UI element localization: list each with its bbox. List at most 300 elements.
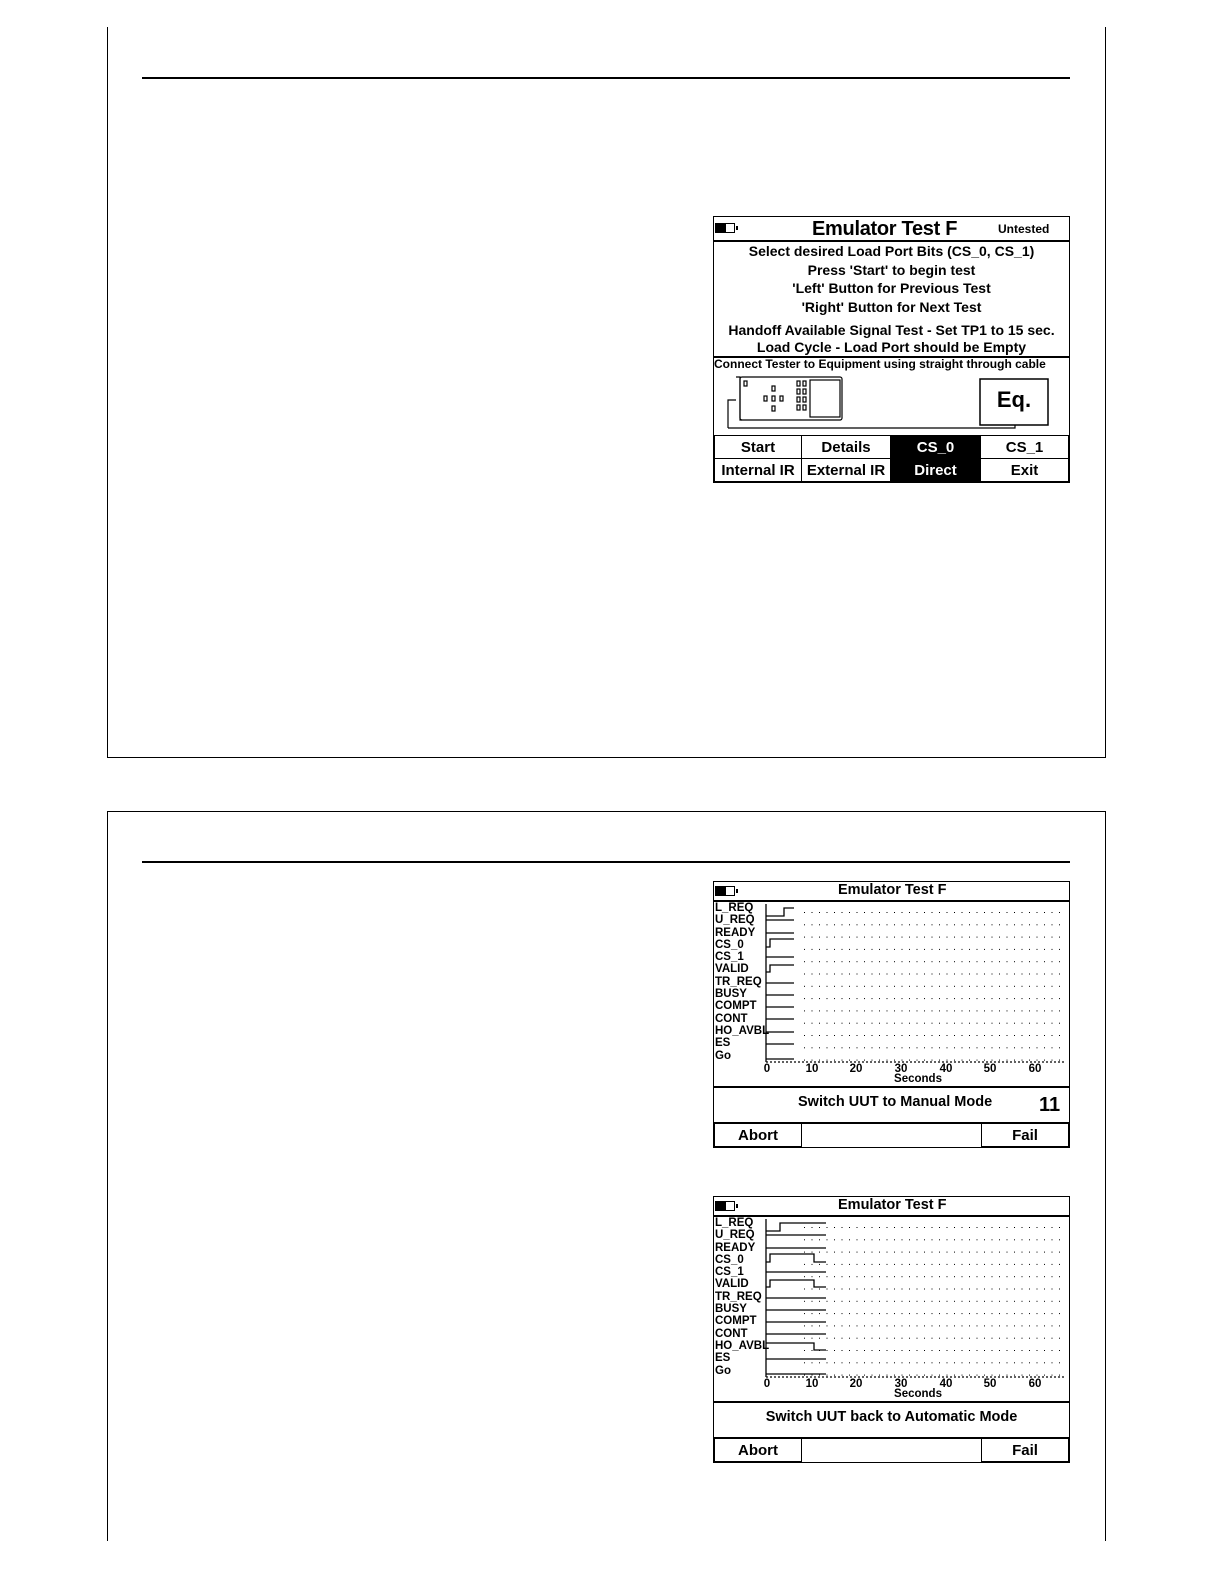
internal-ir-button[interactable]: Internal IR: [714, 458, 802, 482]
grid-dot: [924, 1289, 925, 1290]
grid-dot: [1007, 1313, 1008, 1314]
grid-dot: [902, 1010, 903, 1011]
signal-label: READY: [715, 926, 756, 939]
grid-dot: [917, 986, 918, 987]
grid-dot: [864, 1252, 865, 1253]
grid-dot: [909, 924, 910, 925]
grid-dot: [857, 1313, 858, 1314]
fail-button[interactable]: Fail: [981, 1123, 1069, 1147]
grid-dot: [849, 1325, 850, 1326]
grid-dot: [924, 1010, 925, 1011]
grid-dot: [827, 961, 828, 962]
grid-dot: [1052, 924, 1053, 925]
grid-dot: [977, 949, 978, 950]
grid-dot: [834, 1289, 835, 1290]
start-button[interactable]: Start: [714, 435, 802, 459]
grid-dot: [1022, 998, 1023, 999]
countdown-counter: 11: [1039, 1094, 1061, 1116]
grid-dot: [969, 1325, 970, 1326]
grid-dot: [924, 1035, 925, 1036]
grid-dot: [977, 1313, 978, 1314]
grid-dot: [984, 974, 985, 975]
grid-dot: [1059, 1289, 1060, 1290]
grid-dot: [1059, 998, 1060, 999]
grid-dot: [924, 1313, 925, 1314]
x-tick-label: 30: [894, 1378, 908, 1390]
grid-dot: [872, 974, 873, 975]
grid-dot: [1029, 924, 1030, 925]
grid-dot: [939, 1010, 940, 1011]
grid-dot: [1052, 998, 1053, 999]
grid-dot: [954, 1239, 955, 1240]
grid-dot: [1037, 1375, 1038, 1376]
grid-dot: [924, 912, 925, 913]
grid-dot: [894, 1227, 895, 1228]
grid-dot: [834, 1047, 835, 1048]
grid-dot: [969, 949, 970, 950]
grid-dot: [977, 1264, 978, 1265]
grid-dot: [909, 1350, 910, 1351]
instruction-line: Select desired Load Port Bits (CS_0, CS_1): [748, 243, 1035, 259]
grid-dot: [992, 1060, 993, 1061]
grid-dot: [834, 1362, 835, 1363]
grid-dot: [977, 1227, 978, 1228]
grid-dot: [872, 1252, 873, 1253]
grid-dot: [954, 1047, 955, 1048]
grid-dot: [879, 961, 880, 962]
grid-dot: [857, 1362, 858, 1363]
grid-dot: [962, 1289, 963, 1290]
grid-dot: [984, 1010, 985, 1011]
grid-dot: [857, 1239, 858, 1240]
grid-dot: [1037, 986, 1038, 987]
grid-dot: [909, 1301, 910, 1302]
grid-dot: [992, 1035, 993, 1036]
grid-dot: [917, 949, 918, 950]
grid-dot: [894, 1313, 895, 1314]
grid-dot: [804, 1362, 805, 1363]
grid-dot: [992, 1289, 993, 1290]
grid-dot: [962, 1325, 963, 1326]
grid-dot: [857, 937, 858, 938]
grid-dot: [819, 924, 820, 925]
grid-dot: [857, 961, 858, 962]
grid-dot: [1014, 1060, 1015, 1061]
signal-label: U_REQ: [715, 1229, 755, 1242]
grid-dot: [1044, 1375, 1045, 1376]
x-tick-label: 30: [894, 1063, 908, 1075]
direct-button[interactable]: Direct: [890, 458, 981, 482]
grid-dot: [1052, 986, 1053, 987]
signal-label: L_REQ: [715, 902, 754, 914]
grid-dot: [999, 1023, 1000, 1024]
grid-dot: [939, 1313, 940, 1314]
grid-dot: [1022, 1035, 1023, 1036]
grid-dot: [1022, 1047, 1023, 1048]
grid-dot: [1044, 1264, 1045, 1265]
grid-dot: [917, 1338, 918, 1339]
status-message: Switch UUT to Manual Mode: [798, 1094, 993, 1110]
grid-dot: [834, 924, 835, 925]
grid-dot: [939, 1325, 940, 1326]
grid-dot: [962, 1047, 963, 1048]
grid-dot: [887, 1338, 888, 1339]
grid-dot: [1007, 1239, 1008, 1240]
grid-dot: [887, 961, 888, 962]
grid-dot: [1014, 1325, 1015, 1326]
grid-dot: [1014, 1375, 1015, 1376]
abort-button[interactable]: Abort: [714, 1123, 802, 1147]
grid-dot: [992, 961, 993, 962]
grid-dot: [1044, 912, 1045, 913]
grid-dot: [834, 1325, 835, 1326]
grid-dot: [909, 1325, 910, 1326]
grid-dot: [947, 1227, 948, 1228]
grid-dot: [1014, 1338, 1015, 1339]
grid-dot: [827, 1325, 828, 1326]
grid-dot: [924, 1325, 925, 1326]
grid-dot: [812, 1325, 813, 1326]
grid-dot: [842, 1060, 843, 1061]
grid-dot: [834, 1010, 835, 1011]
grid-dot: [1014, 1301, 1015, 1302]
grid-dot: [917, 998, 918, 999]
grid-dot: [1014, 1239, 1015, 1240]
grid-dot: [1059, 1313, 1060, 1314]
grid-dot: [917, 1023, 918, 1024]
grid-dot: [827, 924, 828, 925]
grid-dot: [834, 986, 835, 987]
grid-dot: [1052, 1313, 1053, 1314]
grid-dot: [1037, 1264, 1038, 1265]
grid-dot: [1022, 1227, 1023, 1228]
section-rule-top: [142, 77, 1070, 79]
signal-label: Go: [715, 1049, 731, 1062]
grid-dot: [939, 974, 940, 975]
page-top-border-bottom: [107, 811, 1106, 812]
grid-dot: [864, 1060, 865, 1061]
grid-dot: [932, 974, 933, 975]
grid-dot: [812, 1023, 813, 1024]
grid-dot: [887, 1325, 888, 1326]
signal-label: ES: [715, 1037, 731, 1050]
grid-dot: [902, 1289, 903, 1290]
grid-dot: [962, 1350, 963, 1351]
grid-dot: [1037, 949, 1038, 950]
grid-dot: [902, 974, 903, 975]
grid-dot: [1044, 1227, 1045, 1228]
grid-dot: [947, 1035, 948, 1036]
grid-dot: [812, 974, 813, 975]
grid-dot: [1007, 1060, 1008, 1061]
grid-dot: [872, 1362, 873, 1363]
grid-dot: [1059, 1276, 1060, 1277]
grid-dot: [1022, 1010, 1023, 1011]
grid-dot: [827, 912, 828, 913]
grid-dot: [812, 961, 813, 962]
grid-dot: [887, 1035, 888, 1036]
grid-dot: [1029, 1023, 1030, 1024]
page-left-border-bottom: [107, 811, 108, 1541]
grid-dot: [1052, 1252, 1053, 1253]
grid-dot: [894, 1289, 895, 1290]
grid-dot: [887, 937, 888, 938]
grid-dot: [1029, 1313, 1030, 1314]
grid-dot: [984, 912, 985, 913]
grid-dot: [864, 1023, 865, 1024]
grid-dot: [1014, 1276, 1015, 1277]
grid-dot: [887, 1301, 888, 1302]
grid-dot: [977, 1338, 978, 1339]
grid-dot: [872, 1325, 873, 1326]
grid-dot: [812, 912, 813, 913]
grid-dot: [924, 1227, 925, 1228]
grid-dot: [939, 912, 940, 913]
grid-dot: [1022, 1252, 1023, 1253]
grid-dot: [857, 986, 858, 987]
grid-dot: [1037, 937, 1038, 938]
grid-dot: [842, 1023, 843, 1024]
grid-dot: [954, 924, 955, 925]
grid-dot: [849, 1289, 850, 1290]
grid-dot: [1029, 998, 1030, 999]
grid-dot: [864, 974, 865, 975]
grid-dot: [1014, 1035, 1015, 1036]
grid-dot: [1022, 924, 1023, 925]
grid-dot: [1022, 1023, 1023, 1024]
grid-dot: [1007, 1227, 1008, 1228]
grid-dot: [1022, 1060, 1023, 1061]
grid-dot: [902, 1362, 903, 1363]
grid-dot: [804, 1301, 805, 1302]
grid-dot: [924, 937, 925, 938]
grid-dot: [932, 1264, 933, 1265]
grid-dot: [962, 949, 963, 950]
status-message: Switch UUT back to Automatic Mode: [765, 1409, 1018, 1425]
grid-dot: [857, 912, 858, 913]
grid-dot: [864, 1350, 865, 1351]
grid-dot: [1044, 949, 1045, 950]
grid-dot: [812, 1035, 813, 1036]
grid-dot: [1044, 1010, 1045, 1011]
details-button[interactable]: Details: [801, 435, 891, 459]
test-info-line: Handoff Available Signal Test - Set TP1 to 15 sec.: [728, 322, 1055, 338]
grid-dot: [977, 1362, 978, 1363]
grid-dot: [872, 1338, 873, 1339]
grid-dot: [924, 1350, 925, 1351]
abort-button[interactable]: Abort: [714, 1438, 802, 1462]
grid-dot: [842, 1035, 843, 1036]
signal-label: TR_REQ: [715, 975, 762, 988]
grid-dot: [812, 998, 813, 999]
grid-dot: [1052, 974, 1053, 975]
grid-dot: [977, 1276, 978, 1277]
grid-dot: [879, 1362, 880, 1363]
grid-dot: [962, 1227, 963, 1228]
grid-dot: [969, 1252, 970, 1253]
grid-dot: [902, 1035, 903, 1036]
grid-dot: [812, 1350, 813, 1351]
grid-dot: [834, 998, 835, 999]
fail-button[interactable]: Fail: [981, 1438, 1069, 1462]
grid-dot: [932, 1010, 933, 1011]
signal-label: COMPT: [715, 1000, 757, 1013]
grid-dot: [819, 998, 820, 999]
grid-dot: [939, 1035, 940, 1036]
grid-dot: [977, 974, 978, 975]
grid-dot: [1059, 924, 1060, 925]
x-tick-label: 50: [983, 1378, 997, 1390]
signal-label: BUSY: [715, 1303, 747, 1316]
grid-dot: [984, 949, 985, 950]
grid-dot: [932, 1252, 933, 1253]
grid-dot: [1044, 1252, 1045, 1253]
grid-dot: [977, 1023, 978, 1024]
grid-dot: [879, 1325, 880, 1326]
grid-dot: [879, 924, 880, 925]
grid-dot: [1022, 1313, 1023, 1314]
page-right-border-bottom: [1105, 811, 1106, 1541]
grid-dot: [984, 937, 985, 938]
grid-dot: [1052, 1227, 1053, 1228]
grid-dot: [917, 1047, 918, 1048]
grid-dot: [1052, 1023, 1053, 1024]
grid-dot: [864, 1338, 865, 1339]
grid-dot: [1029, 912, 1030, 913]
signal-timing-plot: [714, 882, 1069, 1062]
grid-dot: [1007, 1047, 1008, 1048]
grid-dot: [1059, 974, 1060, 975]
cs0-button[interactable]: CS_0: [890, 435, 981, 459]
grid-dot: [977, 1060, 978, 1061]
grid-dot: [932, 924, 933, 925]
external-ir-button[interactable]: External IR: [801, 458, 891, 482]
grid-dot: [1044, 974, 1045, 975]
page-bottom-border-top: [107, 757, 1106, 758]
grid-dot: [1059, 1060, 1060, 1061]
grid-dot: [954, 1362, 955, 1363]
grid-dot: [1059, 961, 1060, 962]
grid-dot: [1037, 1227, 1038, 1228]
grid-dot: [1044, 1060, 1045, 1061]
grid-dot: [924, 949, 925, 950]
grid-dot: [812, 924, 813, 925]
grid-dot: [909, 1276, 910, 1277]
grid-dot: [842, 986, 843, 987]
grid-dot: [1022, 937, 1023, 938]
grid-dot: [939, 1023, 940, 1024]
grid-dot: [1014, 937, 1015, 938]
test-status: Untested: [998, 222, 1050, 236]
grid-dot: [849, 949, 850, 950]
grid-dot: [969, 1289, 970, 1290]
grid-dot: [917, 912, 918, 913]
grid-dot: [999, 1350, 1000, 1351]
grid-dot: [879, 1375, 880, 1376]
grid-dot: [992, 1350, 993, 1351]
grid-dot: [842, 1276, 843, 1277]
grid-dot: [999, 986, 1000, 987]
grid-dot: [1044, 1035, 1045, 1036]
grid-dot: [894, 1047, 895, 1048]
grid-dot: [1007, 912, 1008, 913]
grid-dot: [887, 1239, 888, 1240]
grid-dot: [1059, 1239, 1060, 1240]
grid-dot: [932, 1313, 933, 1314]
grid-dot: [1037, 1010, 1038, 1011]
grid-dot: [954, 1023, 955, 1024]
grid-dot: [849, 1035, 850, 1036]
cs1-button[interactable]: CS_1: [980, 435, 1069, 459]
grid-dot: [902, 986, 903, 987]
grid-dot: [984, 1325, 985, 1326]
grid-dot: [842, 1264, 843, 1265]
grid-dot: [864, 1239, 865, 1240]
grid-dot: [962, 1338, 963, 1339]
grid-dot: [999, 998, 1000, 999]
grid-dot: [1037, 912, 1038, 913]
grid-dot: [924, 924, 925, 925]
grid-dot: [909, 986, 910, 987]
grid-dot: [872, 1313, 873, 1314]
grid-dot: [924, 1375, 925, 1376]
grid-dot: [857, 1289, 858, 1290]
signal-label: VALID: [715, 963, 749, 976]
grid-dot: [804, 937, 805, 938]
grid-dot: [977, 1350, 978, 1351]
grid-dot: [872, 937, 873, 938]
grid-dot: [1014, 1313, 1015, 1314]
grid-dot: [992, 1264, 993, 1265]
grid-dot: [1059, 912, 1060, 913]
grid-dot: [1059, 1010, 1060, 1011]
grid-dot: [984, 924, 985, 925]
grid-dot: [849, 1313, 850, 1314]
grid-dot: [917, 1362, 918, 1363]
grid-dot: [1052, 1338, 1053, 1339]
grid-dot: [894, 937, 895, 938]
grid-dot: [902, 1227, 903, 1228]
grid-dot: [984, 1289, 985, 1290]
grid-dot: [1029, 949, 1030, 950]
grid-dot: [842, 1338, 843, 1339]
grid-dot: [872, 924, 873, 925]
grid-dot: [1007, 949, 1008, 950]
grid-dot: [1052, 1035, 1053, 1036]
grid-dot: [812, 1010, 813, 1011]
grid-dot: [969, 1035, 970, 1036]
grid-dot: [827, 1252, 828, 1253]
message-divider: [714, 1401, 1069, 1403]
grid-dot: [999, 1289, 1000, 1290]
grid-dot: [984, 1227, 985, 1228]
grid-dot: [954, 1325, 955, 1326]
grid-dot: [902, 1350, 903, 1351]
grid-dot: [924, 1239, 925, 1240]
grid-dot: [992, 1338, 993, 1339]
grid-dot: [894, 986, 895, 987]
grid-dot: [864, 912, 865, 913]
grid-dot: [1007, 1035, 1008, 1036]
grid-dot: [894, 1264, 895, 1265]
grid-dot: [1022, 1264, 1023, 1265]
grid-dot: [939, 998, 940, 999]
test-info-line: Load Cycle - Load Port should be Empty: [756, 339, 1027, 355]
exit-button[interactable]: Exit: [980, 458, 1069, 482]
grid-dot: [872, 1375, 873, 1376]
grid-dot: [842, 1227, 843, 1228]
grid-dot: [962, 1060, 963, 1061]
